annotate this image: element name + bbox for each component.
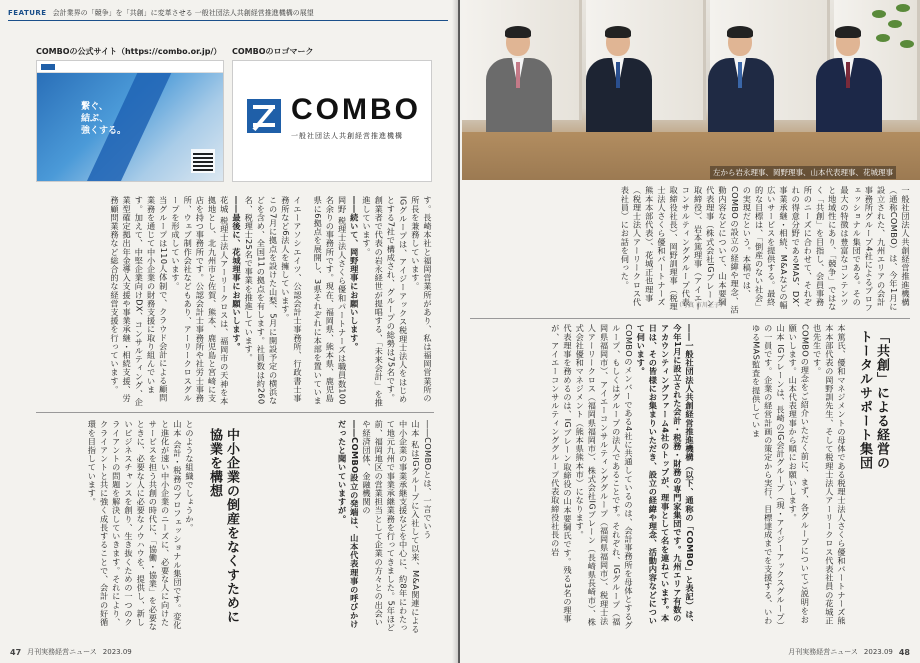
right-folio	[788, 647, 910, 657]
body-column-lower-2	[36, 420, 196, 634]
body-column-lower-1	[300, 420, 434, 634]
mini-logo-icon	[41, 64, 55, 70]
slogan-line-1: 繋ぐ、	[81, 102, 108, 112]
question: ――COMBO設立の発端は、山本代表理事の呼びかけだったと聞いていますが。	[337, 420, 360, 629]
column-divider	[470, 318, 910, 319]
question: ――一般社団法人共創経営推進機構（以下、通称の「COMBO」と表記）は、今年1月に設立された会計・税務・財務の専門家集団です。九州エリア有数のアカウンティングファーム4社のトップが、理事として名を連ねています。本日は、その皆様にお集まりいただき、設立の経緯や理念、活動内容などについて伺います。	[636, 324, 695, 627]
paragraph: す。長崎本社と福岡営業所があり、私は福岡営業所の所長を兼務しています。	[410, 196, 433, 403]
paragraph: 代表理事を務めるのは、IGブレーン取締役の山本要綱氏です。残る3名の理事が、アイエーコンサルティンググループ代表取締役社長の岩	[550, 324, 573, 623]
issue: 2023.09	[102, 648, 132, 656]
body-column-right-2	[470, 324, 696, 630]
paragraph: 当グループは110人体制で、クラウド会計による顧問業務を通じて中小企業の財務支援に取り組んでいます。加えて、中堅企業向けDX、コンサルティング、企業型確定拠出年金導入支援や事業承継・相続支援、労務顧問業務など総合的な経営支援を行っています。	[109, 196, 169, 407]
photo-caption: 左から岩永理事、岡野理事、山本代表理事、花城理事	[710, 166, 896, 179]
paragraph: 山本 会計・税務のプロフェッショナル集団です。変化と進化が速い中小企業のニーズに、必要な人に向けたサービスを担う共創の時代に、「協働・協業」を必要なときに、必要な人に必要なノウハウを、提供し、新しいビジネスチャンスを創り、生き抜くための一つのクライアントの問題を解決していきます。それにより、クライアントと共に強く成長することで、会計の好循環を目指しています。	[87, 420, 183, 631]
group-photo	[462, 0, 920, 180]
feature-tag: FEATURE	[8, 9, 47, 17]
paragraph: 山本 私はIGグループに入社して以来、M&A関連による中小企業の事業承継支援などを中心に、約8年にわたって地元九州で事業承継業務を行ってきました。5年ほど前、福岡地区の営業担当として企業の方々との出会いや経済団体、金融機関の	[361, 420, 421, 634]
paragraph: 本篤氏、優和マネジメントの母体である税理士法人さくら優和パートナーズ熊本本部代表の岡野訓先生、そして税理士法人アーリークロス代表社員の花城正也先生です。	[812, 324, 847, 625]
paragraph: COMBOの理念をご紹介いただく前に、まず、各グループについてご説明をお願いします。山本代表理事から順にお願いします。	[788, 324, 811, 624]
feature-header	[8, 6, 448, 20]
logo-wordmark: COMBO	[291, 93, 421, 126]
combo-logo-mark-icon	[247, 99, 281, 133]
slogan-line-2: 結ぶ、	[81, 114, 109, 124]
person-1	[484, 28, 554, 140]
paragraph: ――COMBOとは、一言でいう	[423, 420, 433, 540]
paragraph: この7月に拠点を設けた山梨、5月に開設予定の横浜などを含め、全国11の拠点を有します。社員数は約260名、税理士25名で事業を推進しています。	[244, 196, 279, 406]
page-number: 47	[10, 647, 22, 657]
person-3	[706, 28, 776, 140]
hero-slogan	[81, 101, 126, 137]
logo-caption: COMBOのロゴマーク	[232, 47, 314, 56]
magazine-name: 月刊実務経営ニュース	[788, 648, 858, 656]
paragraph: 花城 税理士法人アーリークロスは、福岡市の天神を本拠地とし、北九州市と佐賀、熊本、鹿児島と宮崎に支店を持つ事務所です。公認会計士事務所や社労士事務所、ウェブ制作会社などもあり、アーリークロスグループを形成しています。	[170, 196, 230, 406]
left-folio	[10, 647, 132, 657]
issue: 2023.09	[863, 648, 893, 656]
logo-box	[232, 60, 432, 182]
site-caption: COMBOの公式サイト（https://combo.or.jp/）	[36, 47, 222, 56]
section-heading: 中小企業の倒産をなくすために協業を構想	[207, 428, 239, 624]
magazine-name: 月刊実務経営ニュース	[27, 648, 97, 656]
lead-paragraph: 一般社団法人共創経営推進機構（通称COMBO）は、今年1月に設立された、九州エリアの会計事務所グループ4社によるプロフェッショナル集団である。その最大の特徴は豊富なコンテンツと地域性にあり、「競争」ではなく「共創」を目指し、会員事務所のニーズに合わせて、それぞれの得意分野であるMAS、DX、事業承継・相続、M&Aなどの幅広いサービスを提供する。最終的な目標は、「倒産のない社会」の実現だという。本稿では、COMBOの設立の経緯や理念、活動内容などについて、山本要綱代表理事（株式会社IGブレーン取締役）、岩本篤理事（アイエーコンサルティンググループ代表取締役社長）、岡野訓理事（税理士法人さくら優和パートナーズ熊本本部代表）、花城正也理事（税理士法人アーリークロス代表社員）にお話を伺った。	[620, 186, 911, 314]
person-2	[584, 28, 654, 140]
paragraph: COMBOのメンバーである4社に共通しているのは、会計事務所を母体とするグループ、もしくはグループの法人であることです。それぞれ、IGグループ（福岡県福岡市）、アイエーコンサルティンググループ（福岡県福岡市）、税理士法人アーリークロス（福岡県福岡市）、株式会社IGブレーン（長崎県長崎市）、株式会社優和マネジメント（熊本県熊本市）になります。	[575, 324, 634, 630]
body-column-right-3	[704, 324, 848, 630]
website-screenshot	[36, 60, 224, 182]
slogan-line-3: 強くする。	[81, 126, 127, 136]
body-column-upper-1	[310, 196, 434, 410]
page-number: 48	[898, 647, 910, 657]
paragraph: 山本 IGブレーンは、長崎のIG会計グループ（現・アイジーアックスグループ）の一員です。企業の経営計画の策定から実行、目標達成までを支援する、いわゆるMAS監査を提供していま	[751, 324, 786, 630]
website-nav	[37, 61, 223, 73]
person-4	[814, 28, 884, 140]
body-column-upper-2	[36, 196, 304, 410]
qr-code-icon	[191, 149, 215, 173]
photo-credit: （写真 市川正子）	[676, 302, 726, 309]
question: ――最後に、花城理事にお願いします。	[231, 196, 242, 351]
question: ――続いて、岡野理事にお願いします。	[349, 196, 360, 351]
column-divider	[36, 412, 434, 413]
paragraph: 岡野 税理士法人さくら優和パートナーズは職員数100名余りの事務所です。現在、福岡県、熊本県、鹿児島県に6拠点を展開し、3県それぞれに本部を置いていま	[313, 196, 348, 406]
lead-column	[508, 186, 912, 314]
paragraph: IGグループは、アイジーアックス税理士法人をはじめとする7社で構成され、グループの総勢は75名です。創業者で代表の岩永経世が提唱する、「未来会計」を推進しています。	[361, 196, 409, 407]
section-heading: 「共創」による経営のトータルサポート集団	[857, 330, 889, 470]
paragraph: イエーアソシエイツ、公認会計士事務所、行政書士事務所など6法人を擁しています。	[280, 196, 303, 403]
logo-subtitle: 一般社団法人共創経営推進機構	[291, 132, 403, 140]
feature-title: 会計業界の「競争」を「共創」に変革させる 一般社団法人共創経営推進機構の展望	[52, 9, 314, 17]
paragraph: とのような組織でしょうか。	[185, 420, 195, 532]
header-rule	[8, 20, 448, 21]
left-page	[0, 0, 458, 663]
